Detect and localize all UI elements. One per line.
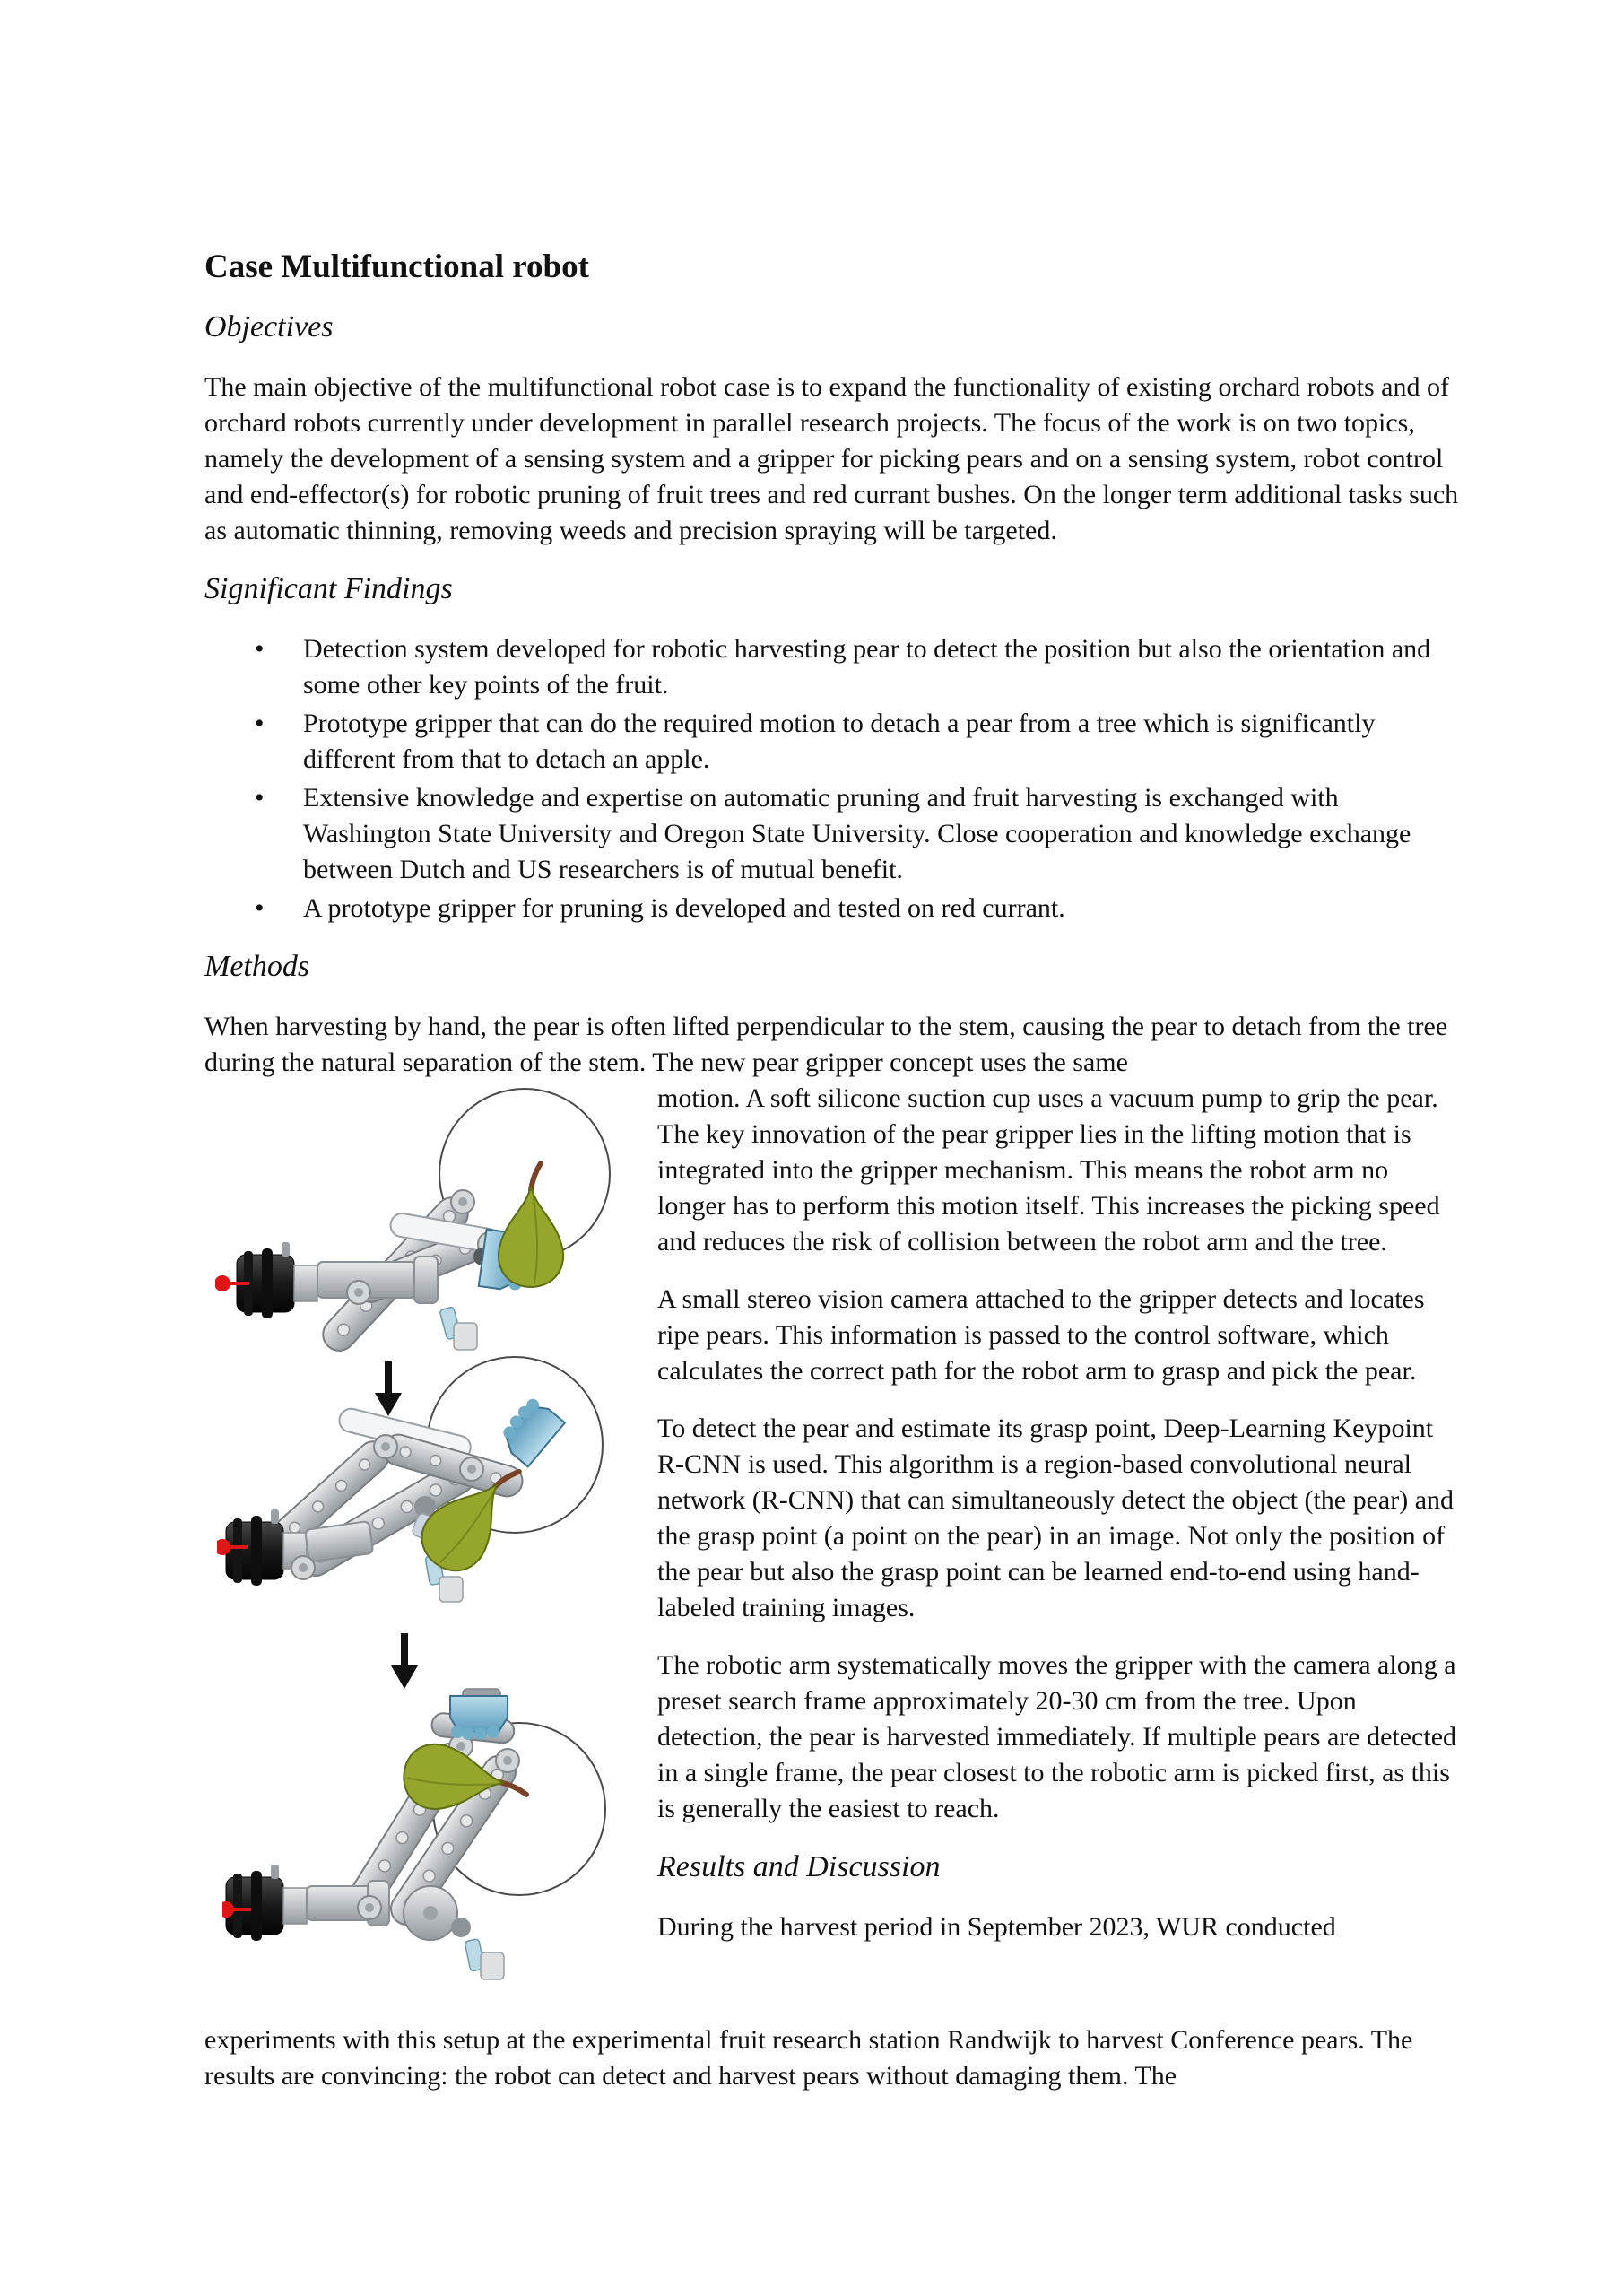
- heading-significant-findings: Significant Findings: [204, 572, 453, 605]
- paragraph-objectives: The main objective of the multifunctional robot case is to expand the functionality of existing orchard robots and of orchard robots currently under development in parallel research projects. The focus of the work is on two topics, namely the development of a sensing system and a gripper for picking pears and on a sensing system, robot control and end-effector(s) for robotic pruning of fruit trees and red currant bushes. On the longer term additional tasks such as automatic thinning, removing weeds and precision spraying will be targeted.: [204, 372, 1459, 545]
- finding-item: • Prototype gripper that can do the required motion to detach a pear from a tree which is significantly different from that to detach an apple.: [204, 706, 1463, 778]
- suction-cup: [494, 1395, 565, 1467]
- robot-motor: [237, 1242, 317, 1318]
- robot-gripper-stage-3-image: [222, 1687, 621, 1987]
- finding-item: • A prototype gripper for pruning is developed and tested on red currant.: [204, 891, 1463, 926]
- pear-shape: [499, 1163, 563, 1287]
- robot-gripper-stage-1-image: [215, 1084, 619, 1353]
- paragraph-methods-wrap1: motion. A soft silicone suction cup uses a vacuum pump to grip the pear. The key innovation of the pear gripper lies in the lifting motion that is integrated into the gripper mechanism. This means the robot arm no longer has to perform this motion itself. This increases the picking speed and reduces the risk of collision between the robot arm and the tree.: [657, 1083, 1440, 1257]
- heading-methods: Methods: [204, 950, 310, 983]
- paragraph-methods-intro: When harvesting by hand, the pear is often lifted perpendicular to the stem, causing the pear to detach from the tree during the natural separation of the stem. The new pear gripper concept uses the same: [204, 1012, 1448, 1077]
- findings-list: [204, 631, 1463, 926]
- paragraph-methods-wrap2: A small stereo vision camera attached to the gripper detects and locates ripe pears. This information is passed to the control software, which calculates the correct path for the robot arm to grasp and pick the pear.: [657, 1284, 1425, 1386]
- robot-motor: [226, 1865, 307, 1941]
- heading-objectives: Objectives: [204, 310, 334, 344]
- paragraph-methods-wrap3: To detect the pear and estimate its grasp point, Deep-Learning Keypoint R-CNN is used. This algorithm is a region-based convolutional neural network (R-CNN) that can simultaneously detect the object (the pear) and the grasp point (a point on the pear) in an image. Not only the position of the pear but also the grasp point can be learned end-to-end using hand-labeled training images.: [657, 1413, 1455, 1622]
- suction-cup: [450, 1696, 508, 1740]
- paragraph-results-line1: During the harvest period in September 2023, WUR conducted: [657, 1912, 1336, 1942]
- robot-gripper-stage-2-image: [217, 1354, 621, 1614]
- finding-item: • Detection system developed for robotic harvesting pear to detect the position but also the orientation and some other key points of the fruit.: [204, 631, 1463, 703]
- paragraph-results-rest: experiments with this setup at the experimental fruit research station Randwijk to harvest Conference pears. The results are convincing: the robot can detect and harvest pears without damaging them. The: [204, 2025, 1413, 2091]
- page-title: Case Multifunctional robot: [204, 248, 589, 285]
- finding-item: • Extensive knowledge and expertise on automatic pruning and fruit harvesting is exchanged with Washington State University and Oregon State University. Close cooperation and knowledge exchange between Dutch and US researchers is of mutual benefit.: [204, 780, 1463, 888]
- red-marker-dot: [215, 1275, 230, 1292]
- heading-results-discussion: Results and Discussion: [657, 1850, 941, 1883]
- figure-pear-gripper-sequence: [204, 1081, 657, 2022]
- paragraph-methods-wrap4: The robotic arm systematically moves the gripper with the camera along a preset search frame approximately 20-30 cm from the tree. Upon detection, the pear is harvested immediately. If multiple pears are detected in a single frame, the pear closest to the robotic arm is picked first, as this is generally the easiest to reach.: [657, 1650, 1457, 1823]
